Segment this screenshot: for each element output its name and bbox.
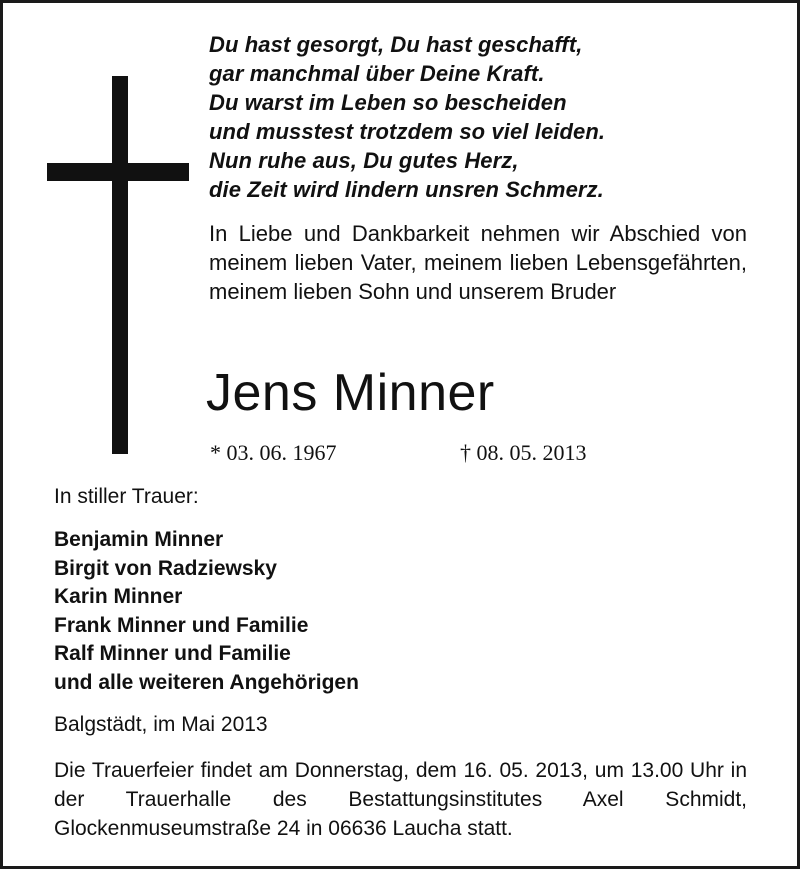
poem-line: Du hast gesorgt, Du hast geschafft, [209, 32, 583, 57]
mourners-list [54, 526, 359, 697]
poem-line: Nun ruhe aus, Du gutes Herz, [209, 148, 519, 173]
mourner-name: Benjamin Minner [54, 528, 224, 551]
death-date: † 08. 05. 2013 [460, 440, 587, 465]
mourner-name: und alle weiteren Angehörigen [54, 670, 359, 694]
farewell-text: In Liebe und Dankbarkeit nehmen wir Abschied von meinem lieben Vater, meinem lieben Lebensgefährten, meinem lieben Sohn und unserem Bruder [209, 221, 747, 304]
poem-line: gar manchmal über Deine Kraft. [209, 61, 545, 86]
place-and-date: Balgstädt, im Mai 2013 [54, 713, 268, 736]
deceased-name: Jens Minner [206, 364, 495, 422]
cross-vertical-bar [112, 76, 128, 454]
mourner-name: Karin Minner [54, 585, 183, 608]
mourner-name: Ralf Minner und Familie [54, 642, 291, 665]
ceremony-info: Die Trauerfeier findet am Donnerstag, dem 16. 05. 2013, um 13.00 Uhr in der Trauerhalle des Bestattungsinstitutes Axel Schmidt, Glockenmuseumstraße 24 in 06636 Laucha statt. [54, 759, 747, 840]
poem-line: und musstest trotzdem so viel leiden. [209, 119, 606, 144]
mourner-name: Frank Minner und Familie [54, 613, 309, 637]
poem [209, 30, 605, 204]
mourner-name: Birgit von Radziewsky [54, 556, 277, 580]
poem-line: die Zeit wird lindern unsren Schmerz. [209, 177, 604, 202]
cross-horizontal-bar [47, 163, 189, 181]
poem-line: Du warst im Leben so bescheiden [209, 90, 567, 115]
birth-date: * 03. 06. 1967 [210, 440, 337, 465]
mourning-label: In stiller Trauer: [54, 485, 199, 508]
